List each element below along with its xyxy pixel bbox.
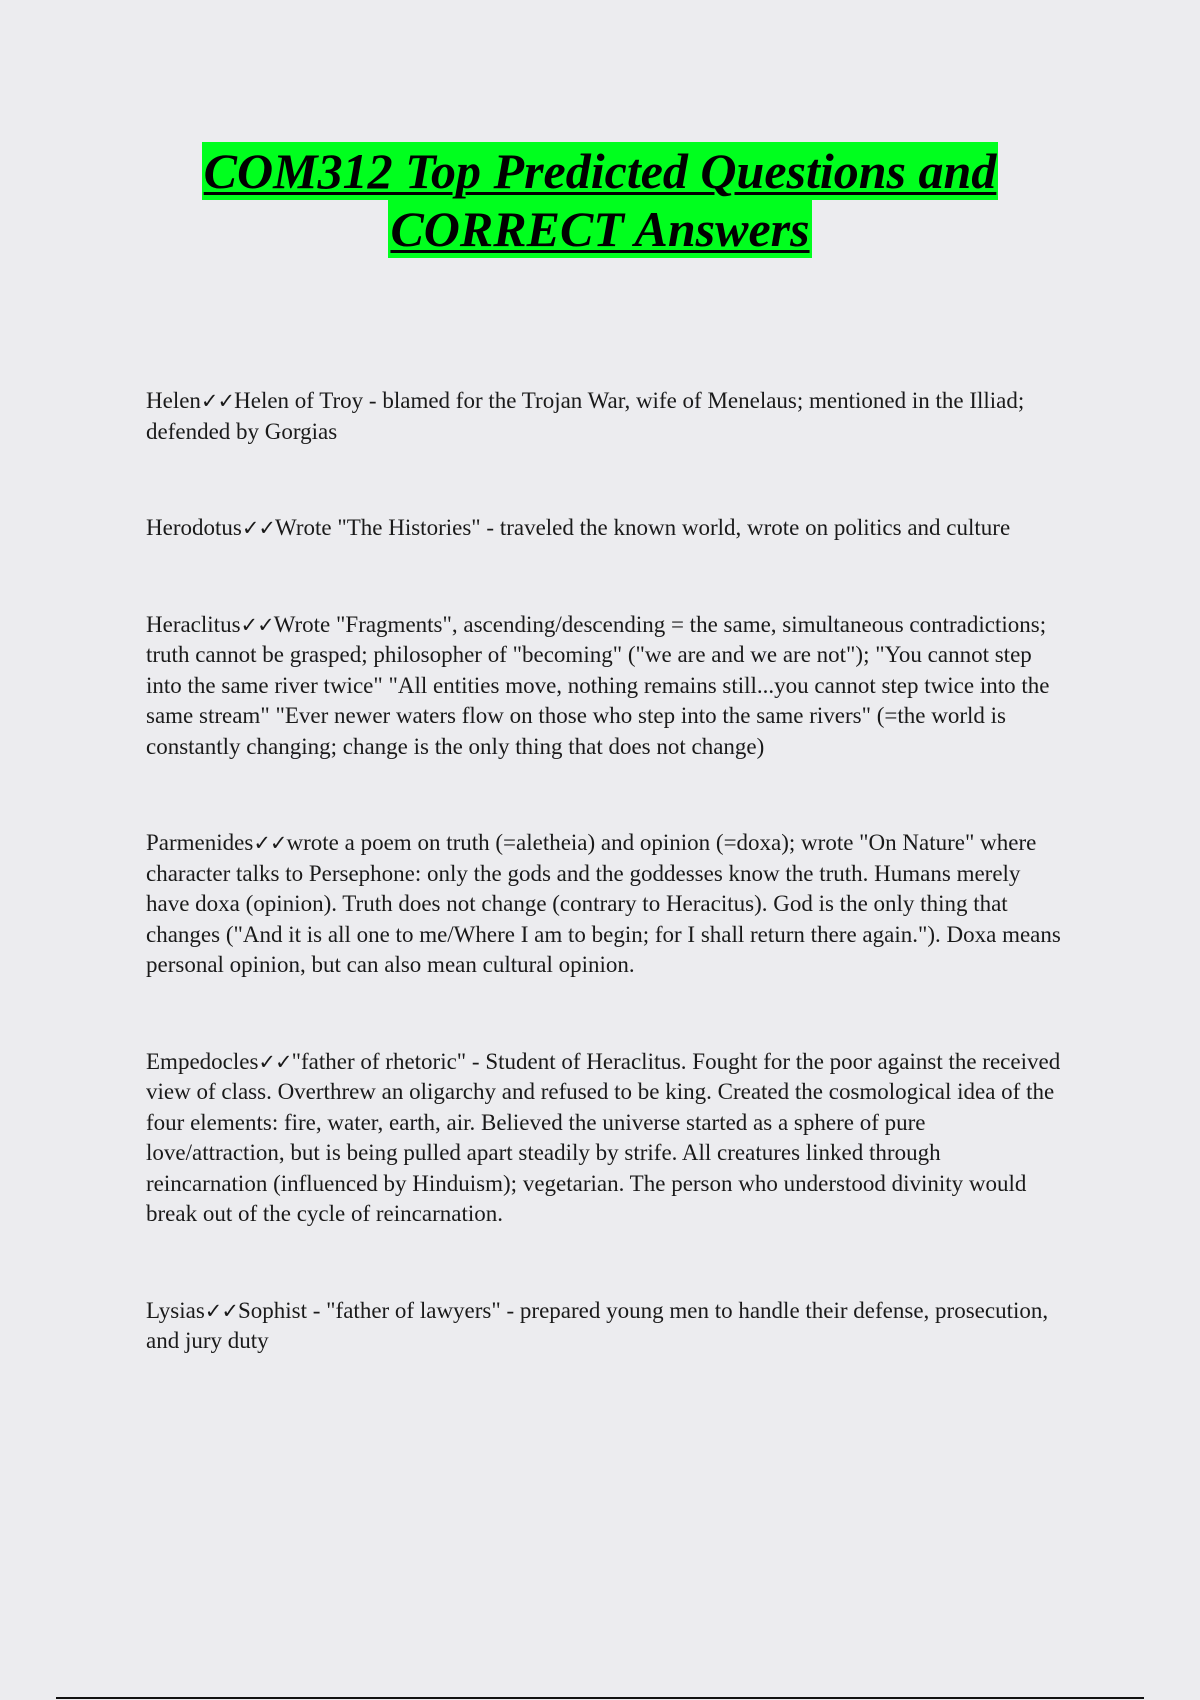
double-check-icon: ✓✓ — [240, 612, 274, 637]
entry-definition: Wrote "Fragments", ascending/descending = the same, simultaneous contradictions; truth cannot be grasped; philosopher of "becoming" ("we are and we are not"); "You cannot step into the same river twice" "All entities move, nothing remains still...you cannot step twice into the same stream" "Ever newer waters flow on those who step into the same rivers" (=the world is constantly changing; change is the only thing that does not change) — [146, 611, 1050, 759]
document-title — [0, 142, 1200, 258]
qa-entry — [146, 386, 1066, 447]
entry-definition: Sophist - "father of lawyers" - prepared young men to handle their defense, prosecution, and jury duty — [146, 1297, 1049, 1353]
footer-divider — [56, 1697, 1144, 1699]
entry-definition: Helen of Troy - blamed for the Trojan War, wife of Menelaus; mentioned in the Illiad; defended by Gorgias — [146, 388, 1025, 444]
entry-term: Parmenides — [146, 830, 254, 855]
title-line-1: COM312 Top Predicted Questions and — [203, 143, 997, 199]
qa-entry — [146, 1296, 1066, 1357]
entry-term: Herodotus — [146, 515, 242, 540]
entry-definition: wrote a poem on truth (=aletheia) and opinion (=doxa); wrote "On Nature" where character talks to Persephone: only the gods and the goddesses know the truth. Humans merely have doxa (opinion). Truth does not change (contrary to Heracitus). God is the only thing that changes ("And it is all one to me/Where I am to begin; for I shall return there again."). Doxa means personal opinion, but can also mean cultural opinion. — [146, 830, 1061, 977]
entry-term: Helen — [146, 388, 201, 413]
double-check-icon: ✓✓ — [200, 389, 235, 413]
qa-entry — [146, 828, 1066, 981]
double-check-icon: ✓✓ — [253, 831, 287, 855]
double-check-icon: ✓✓ — [204, 1298, 238, 1323]
double-check-icon: ✓✓ — [241, 516, 276, 540]
title-line-2: CORRECT Answers — [390, 201, 810, 257]
entry-definition: Wrote "The Histories" - traveled the known world, wrote on politics and culture — [275, 515, 1011, 540]
entry-term: Lysias — [146, 1297, 205, 1323]
qa-entry — [146, 513, 1066, 544]
entry-term: Empedocles — [146, 1048, 259, 1074]
qa-entry — [146, 1047, 1066, 1230]
entry-term: Heraclitus — [146, 611, 241, 637]
qa-entry-list — [146, 386, 1066, 1423]
double-check-icon: ✓✓ — [258, 1049, 292, 1074]
qa-entry — [146, 610, 1066, 763]
entry-definition: "father of rhetoric" - Student of Heraclitus. Fought for the poor against the received view of class. Overthrew an oligarchy and refused to be king. Created the cosmological idea of the four elements: fire, water, earth, air. Believed the universe started as a sphere of pure love/attraction, but is being pulled apart steadily by strife. All creatures linked through reincarnation (influenced by Hinduism); vegetarian. The person who understood divinity would break out of the cycle of reincarnation. — [146, 1048, 1061, 1226]
